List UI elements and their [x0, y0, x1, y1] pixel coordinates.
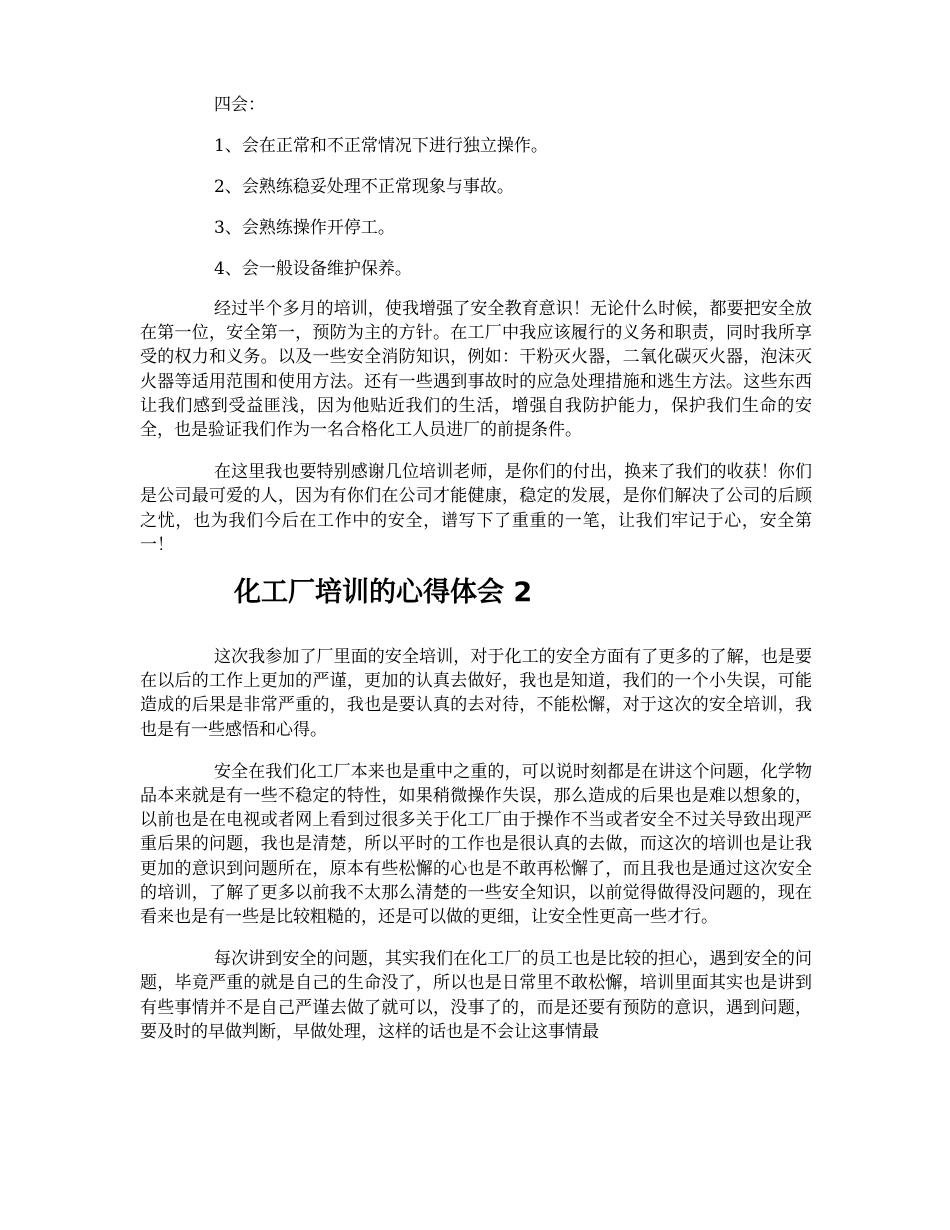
list-item: 3、会熟练操作开停工。 [214, 218, 395, 238]
list-item: 4、会一般设备维护保养。 [214, 259, 412, 279]
list-item: 2、会熟练稳妥处理不正常现象与事故。 [214, 177, 514, 197]
four-skills-heading: 四会： [214, 95, 265, 115]
section-title: 化工厂培训的心得体会 2 [234, 577, 533, 609]
paragraph: 安全在我们化工厂本来也是重中之重的，可以说时刻都是在讲这个问题，化学物品本来就是有一些不稳定的特性，如果稍微操作失误，那么造成的后果也是难以想象的，以前也是在电视或者网上看到过很多关于化工厂由于操作不当或者安全不过关导致出现严重后果的问题，我也是清楚，所以平时的工作也是很认真的去做，而这次的培训也是让我更加的意识到问题所在，原本有些松懈的心也是不敢再松懈了，而且我也是通过这次安全的培训，了解了更多以前我不太那么清楚的一些安全知识，以前觉得做得没问题的，现在看来也是有一些是比较粗糙的，还是可以做的更细，让安全性更高一些才行。 [140, 761, 812, 928]
document-body [140, 92, 812, 1062]
list-item: 1、会在正常和不正常情况下进行独立操作。 [214, 136, 548, 156]
paragraph: 每次讲到安全的问题，其实我们在化工厂的员工也是比较的担心，遇到安全的问题，毕竟严重的就是自己的生命没了，所以也是日常里不敢松懈，培训里面其实也是讲到有些事情并不是自己严谨去做了就可以，没事了的，而是还要有预防的意识，遇到问题，要及时的早做判断，早做处理，这样的话也是不会让这事情最 [140, 949, 812, 1042]
paragraph: 在这里我也要特别感谢几位培训老师，是你们的付出，换来了我们的收获！你们是公司最可爱的人，因为有你们在公司才能健康，稳定的发展，是你们解决了公司的后顾之忧，也为我们今后在工作中的安全，谱写下了重重的一笔，让我们牢记于心，安全第一！ [140, 462, 812, 555]
paragraph: 经过半个多月的培训，使我增强了安全教育意识！无论什么时候，都要把安全放在第一位，安全第一，预防为主的方针。在工厂中我应该履行的义务和职责，同时我所享受的权力和义务。以及一些安全消防知识，例如：干粉灭火器，二氧化碳灭火器，泡沫灭火器等适用范围和使用方法。还有一些遇到事故时的应急处理措施和逃生方法。这些东西让我们感到受益匪浅，因为他贴近我们的生活，增强自我防护能力，保护我们生命的安全，也是验证我们作为一名合格化工人员进厂的前提条件。 [140, 299, 812, 441]
paragraph: 这次我参加了厂里面的安全培训，对于化工的安全方面有了更多的了解，也是要在以后的工作上更加的严谨，更加的认真去做好，我也是知道，我们的一个小失误，可能造成的后果是非常严重的，我也是要认真的去对待，不能松懈，对于这次的安全培训，我也是有一些感悟和心得。 [140, 647, 812, 740]
